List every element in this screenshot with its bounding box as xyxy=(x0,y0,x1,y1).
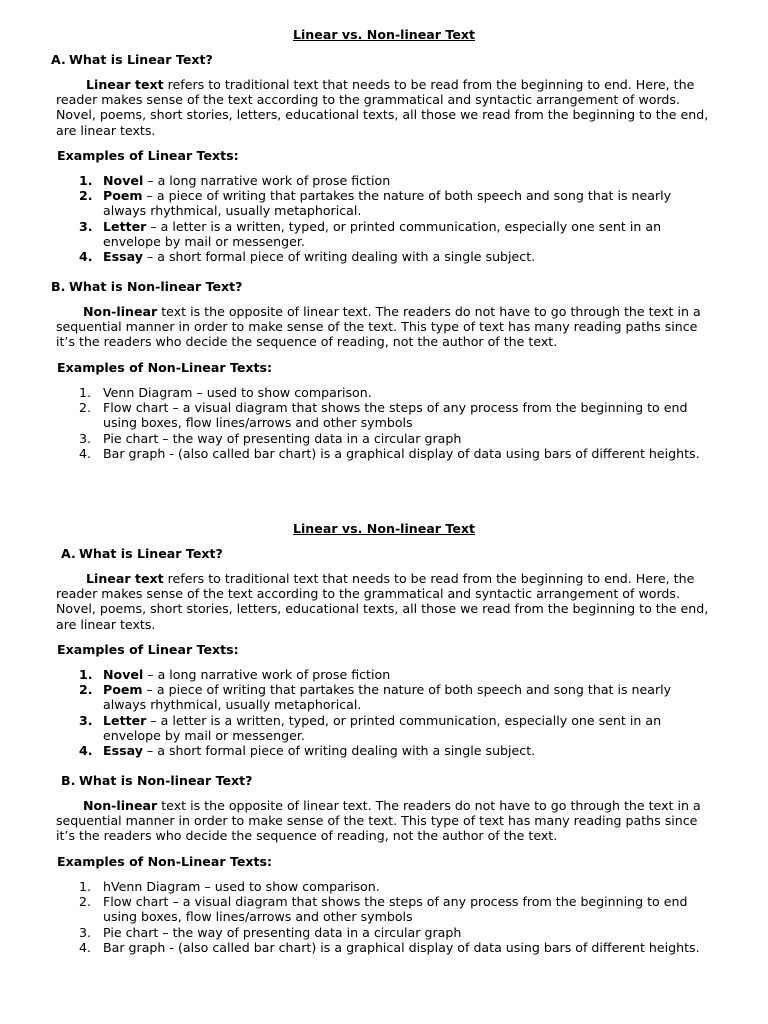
list-number: 2. xyxy=(79,682,93,698)
list-desc: – a short formal piece of writing dealing with a single subject. xyxy=(142,743,536,759)
list-number: 2. xyxy=(79,894,92,910)
heading-text: What is Linear Text? xyxy=(79,546,223,561)
nonlinear-examples-list xyxy=(57,879,717,955)
document-title: Linear vs. Non-linear Text xyxy=(292,27,476,42)
list-term: Essay xyxy=(103,249,143,265)
list-item xyxy=(57,188,717,218)
list-number: 1. xyxy=(79,667,93,682)
list-term: Poem xyxy=(103,188,143,204)
linear-text-body: refers to traditional text that needs to be read from the beginning to end. Here, the reader makes sense of the text according to the grammatical and syntactic arrangement of words. Novel, poems, short stories, letters, educational texts, all those we read from the beginning to the end, are linear texts. xyxy=(56,77,709,138)
list-desc: – a long narrative work of prose fiction xyxy=(143,667,391,682)
nonlinear-examples-list xyxy=(57,385,717,461)
list-item xyxy=(57,385,717,400)
list-item xyxy=(57,940,717,955)
linear-text-term: Linear text xyxy=(86,77,164,92)
heading-text: What is Non-linear Text? xyxy=(69,279,243,294)
linear-examples-heading: Examples of Linear Texts: xyxy=(57,642,239,657)
list-number: 2. xyxy=(79,188,93,204)
list-text: hVenn Diagram – used to show comparison. xyxy=(103,879,380,894)
heading-letter: B. xyxy=(61,773,76,788)
list-item xyxy=(57,894,717,924)
list-number: 3. xyxy=(79,430,92,446)
linear-text-term: Linear text xyxy=(86,571,164,586)
heading-what-is-linear xyxy=(51,52,213,67)
nonlinear-text-term: Non-linear xyxy=(83,798,158,813)
list-number: 3. xyxy=(79,218,93,234)
list-number: 1. xyxy=(79,173,93,188)
list-item xyxy=(57,219,717,249)
linear-text-body: refers to traditional text that needs to be read from the beginning to end. Here, the reader makes sense of the text according to the grammatical and syntactic arrangement of words. Novel, poems, short stories, letters, educational texts, all those we read from the beginning to the end, are linear texts. xyxy=(56,571,709,632)
list-number: 4. xyxy=(79,445,92,461)
list-item xyxy=(57,713,717,743)
nonlinear-text-term: Non-linear xyxy=(83,304,158,319)
heading-text: What is Linear Text? xyxy=(69,52,213,67)
list-term: Letter xyxy=(103,712,147,728)
heading-text: What is Non-linear Text? xyxy=(79,773,253,788)
list-number: 1. xyxy=(79,879,92,894)
list-desc: – a letter is a written, typed, or printed communication, especially one sent in an envelope by mail or messenger. xyxy=(103,218,662,249)
list-desc: – a long narrative work of prose fiction xyxy=(143,173,391,188)
heading-letter: A. xyxy=(61,546,76,561)
list-term: Poem xyxy=(103,682,143,698)
nonlinear-text-paragraph xyxy=(56,304,716,350)
linear-text-paragraph xyxy=(56,77,716,138)
heading-letter: A. xyxy=(51,52,66,67)
list-item xyxy=(57,682,717,712)
list-number: 4. xyxy=(79,249,93,265)
list-text: Venn Diagram – used to show comparison. xyxy=(103,385,372,400)
list-text: Pie chart – the way of presenting data in a circular graph xyxy=(103,924,462,940)
list-item xyxy=(57,431,717,446)
list-text: Flow chart – a visual diagram that shows the steps of any process from the beginning to end using boxes, flow lines/arrows and other symbols xyxy=(103,400,688,431)
list-desc: – a short formal piece of writing dealing with a single subject. xyxy=(142,249,536,265)
nonlinear-text-body: text is the opposite of linear text. The readers do not have to go through the text in a sequential manner in order to make sense of the text. This type of text has many reading paths since it’s the readers who decide the sequence of reading, not the author of the text. xyxy=(56,798,701,844)
list-term: Novel xyxy=(103,667,144,682)
nonlinear-text-paragraph xyxy=(56,798,716,844)
nonlinear-examples-heading: Examples of Non-Linear Texts: xyxy=(57,854,273,869)
list-item xyxy=(57,667,717,682)
document-title: Linear vs. Non-linear Text xyxy=(292,521,476,536)
list-item xyxy=(57,925,717,940)
heading-what-is-linear xyxy=(61,546,223,561)
linear-examples-list xyxy=(57,667,717,758)
list-desc: – a piece of writing that partakes the nature of both speech and song that is nearly always rhythmical, usually metaphorical. xyxy=(103,682,672,713)
linear-text-paragraph xyxy=(56,571,716,632)
list-desc: – a letter is a written, typed, or printed communication, especially one sent in an envelope by mail or messenger. xyxy=(103,712,662,743)
heading-letter: B. xyxy=(51,279,66,294)
list-number: 3. xyxy=(79,712,93,728)
list-text: Bar graph - (also called bar chart) is a graphical display of data using bars of different heights. xyxy=(103,939,700,955)
nonlinear-text-body: text is the opposite of linear text. The readers do not have to go through the text in a sequential manner in order to make sense of the text. This type of text has many reading paths since it’s the readers who decide the sequence of reading, not the author of the text. xyxy=(56,304,701,350)
list-desc: – a piece of writing that partakes the nature of both speech and song that is nearly always rhythmical, usually metaphorical. xyxy=(103,188,672,219)
list-term: Novel xyxy=(103,173,144,188)
list-number: 3. xyxy=(79,924,92,940)
list-text: Bar graph - (also called bar chart) is a graphical display of data using bars of different heights. xyxy=(103,445,700,461)
list-item xyxy=(57,400,717,430)
list-number: 1. xyxy=(79,385,92,400)
linear-examples-list xyxy=(57,173,717,264)
list-item xyxy=(57,743,717,758)
linear-examples-heading: Examples of Linear Texts: xyxy=(57,148,239,163)
list-number: 4. xyxy=(79,743,93,759)
heading-what-is-nonlinear xyxy=(51,279,242,294)
list-text: Pie chart – the way of presenting data in a circular graph xyxy=(103,430,462,446)
list-text: Flow chart – a visual diagram that shows the steps of any process from the beginning to end using boxes, flow lines/arrows and other symbols xyxy=(103,894,688,925)
list-item xyxy=(57,446,717,461)
list-term: Essay xyxy=(103,743,143,759)
list-item xyxy=(57,879,717,894)
list-item xyxy=(57,249,717,264)
list-term: Letter xyxy=(103,218,147,234)
nonlinear-examples-heading: Examples of Non-Linear Texts: xyxy=(57,360,273,375)
list-item xyxy=(57,173,717,188)
heading-what-is-nonlinear xyxy=(61,773,252,788)
list-number: 2. xyxy=(79,400,92,416)
list-number: 4. xyxy=(79,939,92,955)
